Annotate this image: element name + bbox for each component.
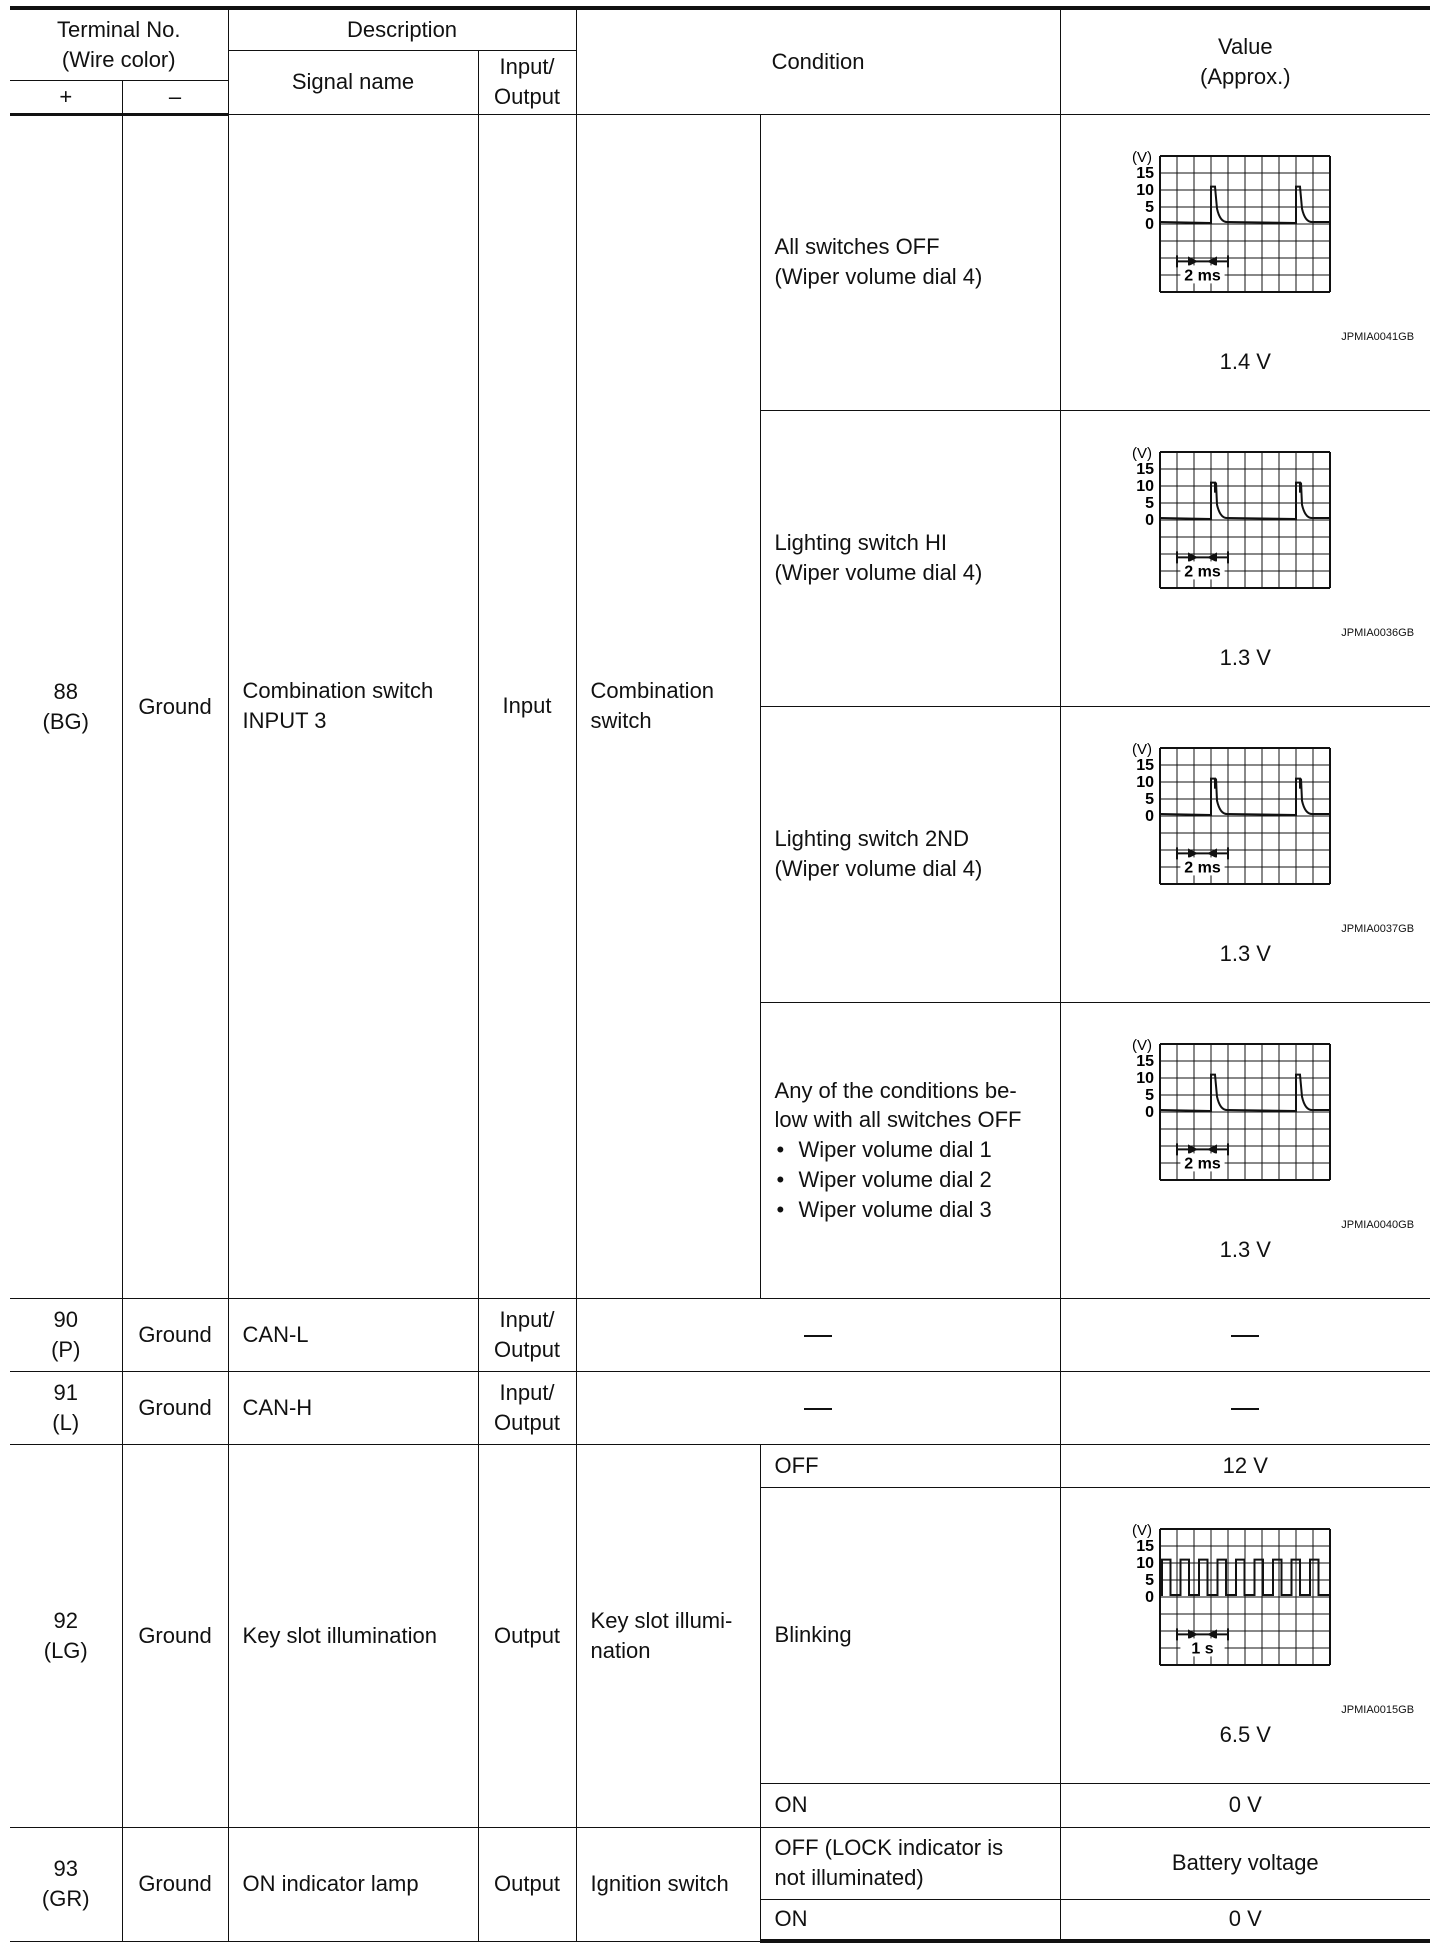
voltage-reading: 1.3 V [1219, 940, 1271, 966]
axis-unit-label: (V) [1132, 148, 1153, 166]
axis-tick-label: 10 [1136, 181, 1155, 199]
terminal-93-signal: ON indicator lamp [228, 1827, 478, 1941]
header-io-line1: Input/ [499, 54, 555, 80]
header-terminal-label: Terminal No. [57, 17, 181, 43]
terminal-number: 91 [53, 1379, 78, 1405]
wire-color: (P) [51, 1336, 81, 1362]
condition-line2: nation [590, 1637, 651, 1663]
terminal-88-number [10, 114, 122, 1298]
axis-tick-label: 15 [1136, 164, 1155, 182]
axis-tick-label: 0 [1145, 1103, 1155, 1121]
oscilloscope-waveform [1100, 148, 1390, 328]
value-on: 0 V [1060, 1783, 1430, 1827]
terminal-92-number [10, 1444, 122, 1827]
terminal-number: 92 [53, 1607, 78, 1633]
dash [804, 1335, 832, 1337]
wire-color: (L) [52, 1409, 80, 1435]
oscilloscope-waveform [1100, 444, 1390, 624]
dash [1231, 1335, 1259, 1337]
voltage-reading: 1.4 V [1219, 348, 1271, 374]
voltage-reading: 1.3 V [1219, 644, 1271, 670]
terminal-number: 93 [53, 1856, 78, 1882]
axis-unit-label: (V) [1132, 1521, 1153, 1539]
axis-tick-label: 10 [1136, 477, 1155, 495]
terminal-88-ground: Ground [122, 114, 228, 1298]
sub-condition-on: ON [760, 1899, 1060, 1941]
value-cell [1060, 410, 1430, 706]
terminal-93-io: Output [478, 1827, 576, 1941]
sub-condition-off-lock [760, 1827, 1060, 1899]
axis-tick-label: 5 [1145, 790, 1155, 808]
terminal-91-condition [576, 1371, 1060, 1444]
signal-name-line1: Combination switch [242, 678, 434, 704]
value-cell [1060, 1002, 1430, 1298]
bullet-item: • Wiper volume dial 2 [775, 1165, 1046, 1195]
axis-unit-label: (V) [1132, 740, 1153, 758]
header-condition: Condition [576, 8, 1060, 114]
terminal-92-condition [576, 1444, 760, 1827]
header-plus: + [10, 80, 122, 114]
axis-tick-label: 15 [1136, 756, 1155, 774]
io-line2: Output [494, 1336, 561, 1362]
axis-tick-label: 10 [1136, 1554, 1155, 1572]
terminal-91-number [10, 1371, 122, 1444]
wire-color: (GR) [41, 1886, 90, 1911]
terminal-90-condition [576, 1298, 1060, 1371]
io-line2: Output [494, 1409, 561, 1435]
dash [1231, 1408, 1259, 1410]
axis-unit-label: (V) [1132, 1036, 1153, 1054]
axis-tick-label: 0 [1145, 807, 1155, 825]
terminal-88-signal [228, 114, 478, 1298]
sub-condition-all-off [760, 114, 1060, 410]
figure-id: JPMIA0015GB [1341, 1703, 1415, 1716]
time-scale-label: 2 ms [1184, 1155, 1222, 1173]
sub-condition-on: ON [760, 1783, 1060, 1827]
sub-condition-line1: OFF (LOCK indicator is [774, 1835, 1004, 1861]
header-minus: – [122, 80, 228, 114]
sub-condition-line1: Any of the conditions be- [774, 1077, 1017, 1103]
time-scale-label: 2 ms [1184, 267, 1222, 285]
terminal-table [10, 6, 1430, 1943]
axis-tick-label: 5 [1145, 198, 1155, 216]
value-battery-voltage: Battery voltage [1060, 1827, 1430, 1899]
voltage-reading: 6.5 V [1219, 1721, 1271, 1747]
value-on: 0 V [1060, 1899, 1430, 1941]
header-wire-color-label: (Wire color) [61, 46, 176, 72]
oscilloscope-waveform [1100, 1036, 1390, 1216]
voltage-reading: 1.3 V [1219, 1236, 1271, 1262]
sub-condition-lighting-2nd [760, 706, 1060, 1002]
terminal-90-io [478, 1298, 576, 1371]
condition-line1: Key slot illumi- [590, 1607, 733, 1633]
value-off: 12 V [1060, 1444, 1430, 1487]
dash [804, 1408, 832, 1410]
wire-color: (BG) [42, 708, 89, 734]
bullet-item: • Wiper volume dial 3 [775, 1195, 1046, 1225]
bullet-item: • Wiper volume dial 1 [775, 1135, 1046, 1165]
wire-color: (LG) [43, 1637, 88, 1663]
time-scale-label: 1 s [1191, 1640, 1214, 1658]
sub-condition-any-dial [760, 1002, 1060, 1298]
sub-condition-lighting-hi [760, 410, 1060, 706]
condition-line1: Combination [590, 678, 715, 704]
terminal-93-number [10, 1827, 122, 1941]
axis-tick-label: 10 [1136, 1069, 1155, 1087]
sub-condition-line2: low with all switches OFF [774, 1107, 1022, 1133]
value-cell [1060, 114, 1430, 410]
terminal-93-condition: Ignition switch [576, 1827, 760, 1941]
condition-line2: switch [590, 708, 652, 733]
terminal-93-ground: Ground [122, 1827, 228, 1941]
sub-condition-line2: (Wiper volume dial 4) [774, 856, 983, 881]
terminal-92-signal: Key slot illumination [228, 1444, 478, 1827]
time-scale-label: 2 ms [1184, 859, 1222, 877]
terminal-90-number [10, 1298, 122, 1371]
terminal-91-io [478, 1371, 576, 1444]
axis-tick-label: 5 [1145, 494, 1155, 512]
time-scale-label: 2 ms [1184, 563, 1222, 581]
header-input-output [478, 50, 576, 114]
sub-condition-line1: All switches OFF [774, 234, 940, 260]
axis-tick-label: 15 [1136, 460, 1155, 478]
axis-tick-label: 5 [1145, 1086, 1155, 1104]
axis-tick-label: 15 [1136, 1537, 1155, 1555]
signal-name-line2: INPUT 3 [242, 708, 327, 733]
terminal-91-ground: Ground [122, 1371, 228, 1444]
terminal-90-ground: Ground [122, 1298, 228, 1371]
oscilloscope-waveform [1100, 740, 1390, 920]
axis-tick-label: 5 [1145, 1571, 1155, 1589]
sub-condition-blinking: Blinking [760, 1487, 1060, 1783]
figure-id: JPMIA0040GB [1341, 1218, 1415, 1231]
terminal-92-io: Output [478, 1444, 576, 1827]
axis-tick-label: 0 [1145, 215, 1155, 233]
axis-unit-label: (V) [1132, 444, 1153, 462]
io-line1: Input/ [499, 1379, 555, 1405]
axis-tick-label: 10 [1136, 773, 1155, 791]
header-approx-label: (Approx.) [1200, 63, 1291, 89]
axis-tick-label: 15 [1136, 1052, 1155, 1070]
header-signal-name: Signal name [228, 50, 478, 114]
sub-condition-line1: Lighting switch 2ND [774, 826, 969, 852]
header-value-label: Value [1217, 34, 1273, 60]
figure-id: JPMIA0036GB [1341, 626, 1415, 639]
figure-id: JPMIA0037GB [1341, 922, 1415, 935]
axis-tick-label: 0 [1145, 511, 1155, 529]
sub-condition-off: OFF [760, 1444, 1060, 1487]
io-line1: Input/ [499, 1306, 555, 1332]
figure-id: JPMIA0041GB [1341, 330, 1415, 343]
terminal-number: 90 [53, 1306, 78, 1332]
value-cell [1060, 706, 1430, 1002]
terminal-number: 88 [53, 678, 78, 704]
terminal-91-signal: CAN-H [228, 1371, 478, 1444]
sub-condition-line2: (Wiper volume dial 4) [774, 560, 983, 585]
sub-condition-line1: Lighting switch HI [774, 530, 947, 556]
oscilloscope-waveform [1100, 1521, 1390, 1701]
sub-condition-line2: not illuminated) [774, 1865, 924, 1890]
sub-condition-line2: (Wiper volume dial 4) [774, 264, 983, 289]
terminal-90-value [1060, 1298, 1430, 1371]
header-value [1060, 8, 1430, 114]
header-io-line2: Output [494, 84, 561, 109]
terminal-88-condition [576, 114, 760, 1298]
terminal-91-value [1060, 1371, 1430, 1444]
header-terminal-no [10, 8, 228, 80]
header-description: Description [228, 8, 576, 50]
waveform-trace [1160, 1559, 1330, 1594]
terminal-92-ground: Ground [122, 1444, 228, 1827]
terminal-90-signal: CAN-L [228, 1298, 478, 1371]
value-cell [1060, 1487, 1430, 1783]
terminal-88-io: Input [478, 114, 576, 1298]
axis-tick-label: 0 [1145, 1588, 1155, 1606]
